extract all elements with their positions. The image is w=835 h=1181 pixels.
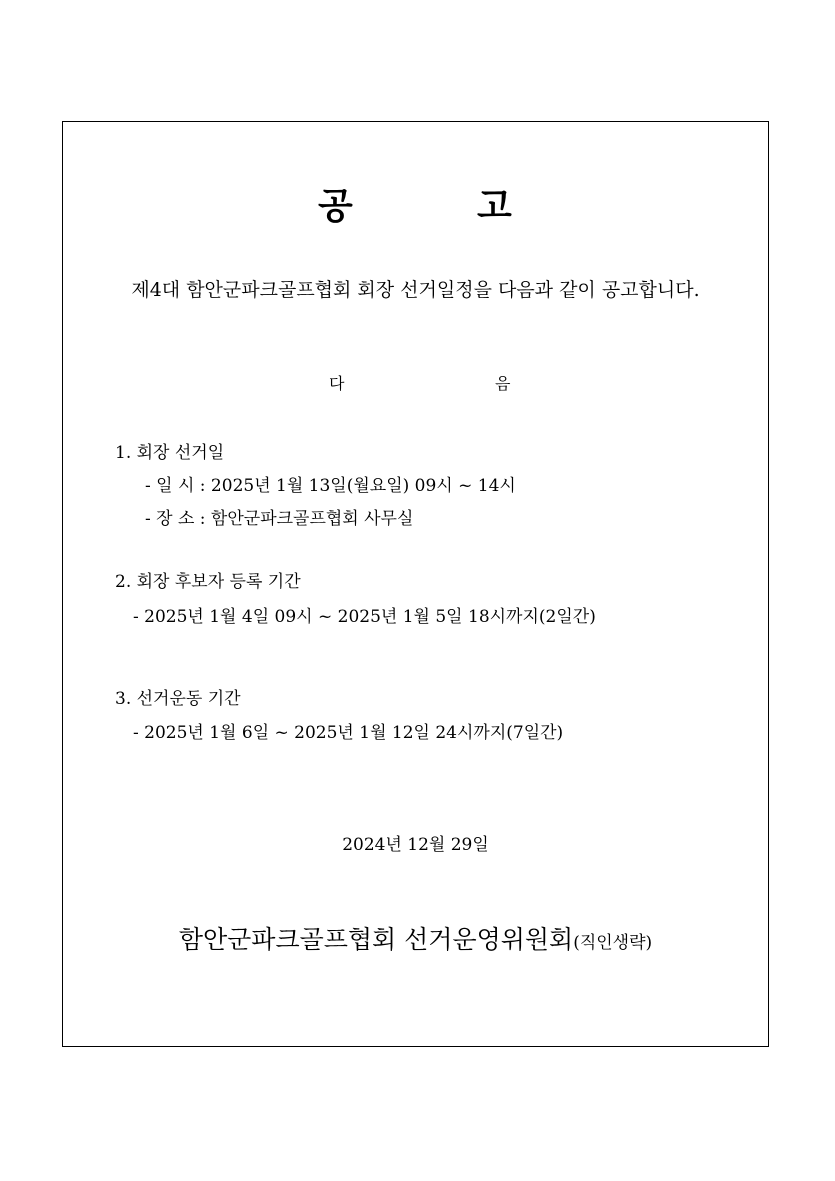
section-3-item-period: - 2025년 1월 6일 ~ 2025년 1월 12일 24시까지(7일간): [133, 723, 564, 743]
notice-frame: [62, 121, 769, 1047]
subheading-char-right: 음: [495, 374, 511, 393]
subheading-char-left: 다: [329, 374, 345, 393]
title-char-right: 고: [477, 186, 512, 227]
section-3-heading: 3. 선거운동 기간: [115, 689, 241, 709]
section-1-item-place: - 장 소 : 함안군파크골프협회 사무실: [145, 509, 414, 529]
notice-date: 2024년 12월 29일: [342, 835, 489, 855]
title-char-left: 공: [318, 186, 353, 227]
notice-intro: 제4대 함안군파크골프협회 회장 선거일정을 다음과 같이 공고합니다.: [131, 279, 700, 301]
notice-title: [63, 182, 768, 232]
issuing-organization: [63, 922, 768, 961]
organization-name: 함안군파크골프협회 선거운영위원회: [178, 925, 574, 954]
section-1-item-datetime: - 일 시 : 2025년 1월 13일(월요일) 09시 ~ 14시: [145, 476, 516, 496]
section-1-heading: 1. 회장 선거일: [115, 443, 225, 463]
seal-omitted-note: (직인생략): [573, 933, 653, 953]
section-2-item-period: - 2025년 1월 4일 09시 ~ 2025년 1월 5일 18시까지(2일간): [133, 607, 596, 627]
section-2-heading: 2. 회장 후보자 등록 기간: [115, 572, 301, 592]
